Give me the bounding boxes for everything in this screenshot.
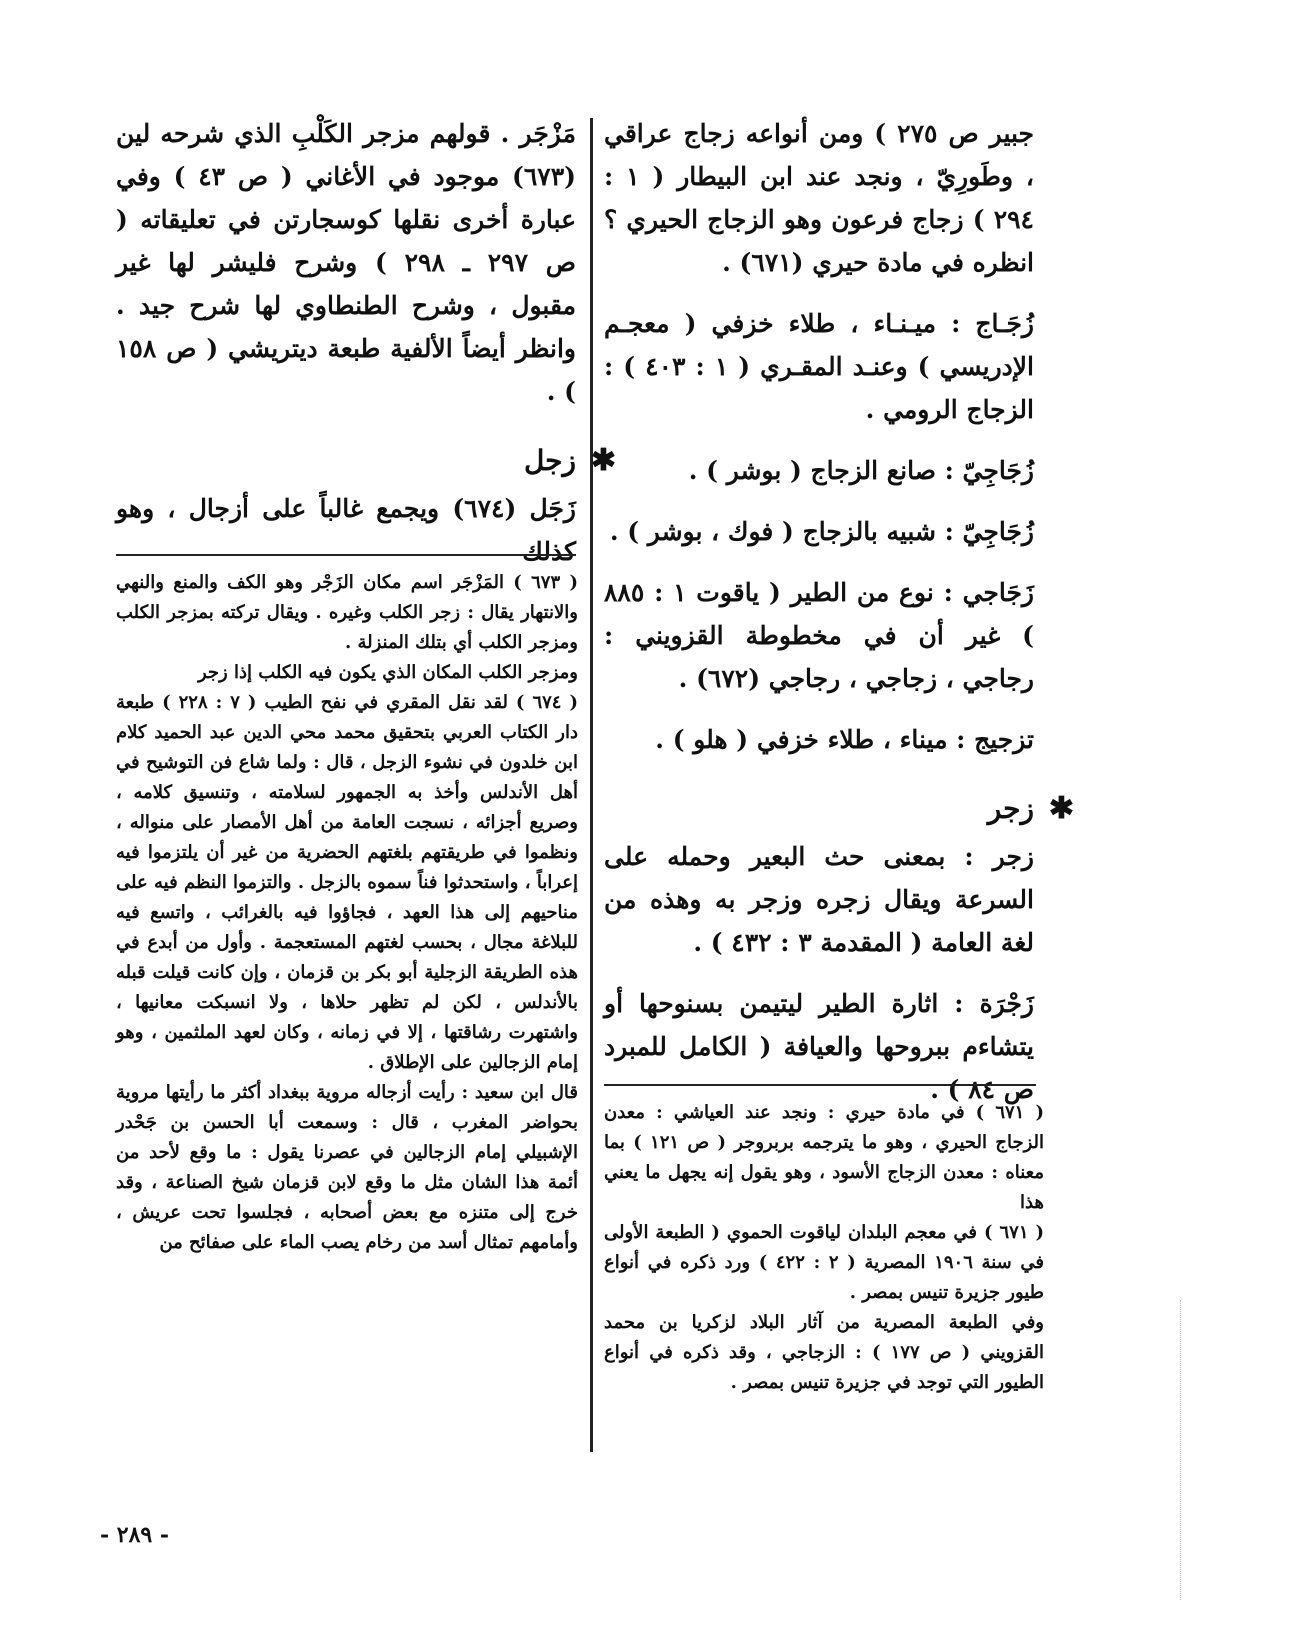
footnote: ( ٦٧١ ) في مادة حيري : ونجد عند العياشي : معدن الزجاج الحيري ، وهو ما يترجمه بربروجر ( ص ١٢١ ) بما معناه : معدن الزجاج الأسود ، وهو يقول إنه يجهل ما يعني هذا <box>604 1102 1044 1213</box>
paragraph: زَجَاجي : نوع من الطير ( ياقوت ١ : ٨٨٥ ) غير أن في مخطوطة القزويني : رجاجي ، زجاجي ، رجاجي (٦٧٢) . <box>604 578 1035 693</box>
paragraph: زَجْرَة : اثارة الطير ليتيمن بسنوحها أو يتشاءم ببروحها والعيافة ( الكامل للمبرد ص ٨٤ ) . <box>604 989 1034 1104</box>
footnote-rule <box>116 554 576 556</box>
footnotes-left <box>116 568 578 1258</box>
star-icon: ✱ <box>1048 791 1074 826</box>
footnote: ( ٦٧١ ) في معجم البلدان لياقوت الحموي ( الطبعة الأولى في سنة ١٩٠٦ المصرية ( ٢ : ٤٢٢ ) ورد ذكره في أنواع طيور جزيرة تنيس بمصر . <box>604 1222 1044 1303</box>
footnote: وفي الطبعة المصرية من آثار البلاد لزكريا بن محمد القزويني ( ص ١٧٧ ) : الزجاجي ، وقد ذكره في أنواع الطيور التي توجد في جزيرة تنيس بمصر . <box>604 1312 1044 1393</box>
paragraph: زُجَاجِيّ : صانع الزجاج ( بوشر ) . <box>688 456 1034 485</box>
left-column <box>116 112 616 573</box>
section-heading <box>604 787 1074 831</box>
page-number: - ٢٨٩ - <box>100 1522 170 1548</box>
heading-text: زجر <box>987 792 1034 825</box>
footnotes-right <box>604 1098 1044 1398</box>
paragraph: جبير ص ٢٧٥ ) ومن أنواعه زجاج عراقي ، وطَورِيّ ، ونجد عند ابن البيطار ( ١ : ٢٩٤ ) زجاج فرعون وهو الزجاج الحيري ؟ انظره في مادة حيري (٦٧١) . <box>604 119 1034 277</box>
heading-text: زجل <box>523 444 576 477</box>
scan-edge <box>1180 1300 1181 1600</box>
footnote: قال ابن سعيد : رأيت أزجاله مروية ببغداد أكثر ما رأيتها مروية بحواضر المغرب ، قال : وسمعت أبا الحسن بن جَحْدر الإشبيلي إمام الزجالين في عصرنا يقول : ما وقع لأحد من أئمة هذا الشان مثل ما وقع لابن قزمان شيخ الصناعة ، وقد خرج إلى متنزه مع بعض أصحابه ، فجلسوا تحت عريش ، وأمامهم تمثال أسد من رخام يصب الماء على صفائح من <box>116 1082 578 1253</box>
right-column <box>604 112 1074 1129</box>
footnote: ( ٦٧٣ ) المَزْجَر اسم مكان الزَجْر وهو الكف والمنع والنهي والانتهار يقال : زجر الكلب وغيره . ويقال تركته بمزجر الكلب ومزجر الكلب أي بتلك المنزلة . <box>116 572 578 653</box>
section-heading <box>116 439 616 483</box>
star-icon: ✱ <box>590 443 616 478</box>
footnote: ( ٦٧٤ ) لقد نقل المقري في نفح الطيب ( ٧ : ٢٢٨ ) طبعة دار الكتاب العربي بتحقيق محمد محي الدين عبد الحميد كلام ابن خلدون في نشوء الزجل ، قال : ولما شاع فن التوشيح في أهل الأندلس وأخذ به الجمهور لسلامته ، وتنسيق كلامه ، وصريع أجزائه ، نسجت العامة من أهل الأمصار على منواله ، ونظموا في طريقتهم بلغتهم الحضرية من غير أن يلتزموا فيه إعراباً ، واستحدثوا فناً سموه بالزجل . والتزموا النظم فيه على مناحيهم إلى هذا العهد ، فجاؤوا فيه بالغرائب ، واتسع فيه للبلاغة مجال ، بحسب لغتهم المستعجمة . وأول من أبدع في هذه الطريقة الزجلية أبو بكر بن قزمان ، وإن كانت قيلت قبله بالأندلس ، لكن لم تظهر حلاها ، ولا انسبكت معانيها ، واشتهرت رشاقتها ، إلا في زمانه ، وكان لعهد الملثمين ، وهو إمام الزجالين على الإطلاق . <box>116 692 578 1073</box>
paragraph: زُجَاجِيّ : شبيه بالزجاج ( فوك ، بوشر ) . <box>609 517 1034 546</box>
footnote-rule <box>604 1084 1036 1086</box>
paragraph: تزجيج : ميناء ، طلاء خزفي ( هلو ) . <box>655 725 1034 754</box>
column-divider <box>590 118 593 1452</box>
paragraph: زَجَل (٦٧٤) ويجمع غالباً على أزجال ، وهو كذلك <box>116 494 576 566</box>
footnote: ومزجر الكلب المكان الذي يكون فيه الكلب إذا زجر <box>197 662 578 683</box>
paragraph: زجر : بمعنى حث البعير وحمله على السرعة ويقال زجره وزجر به وهذه من لغة العامة ( المقدمة ٣ : ٤٣٢ ) . <box>604 842 1034 957</box>
paragraph: زُجَـاج : ميـنـاء ، طلاء خزفي ( معجـم الإدريسي ) وعنـد المقـري ( ١ : ٤٠٣ ) : الزجاج الرومي . <box>604 309 1035 424</box>
paragraph: مَزْجَر . قولهم مزجر الكَلْبِ الذي شرحه لين (٦٧٣) موجود في الأغاني ( ص ٤٣ ) وفي عبارة أخرى نقلها كوسجارتن في تعليقاته ( ص ٢٩٧ ـ ٢٩٨ ) وشرح فليشر لها غير مقبول ، وشرح الطنطاوي لها شرح جيد . وانظر أيضاً الألفية طبعة ديتريشي ( ص ١٥٨ ) . <box>116 119 577 406</box>
